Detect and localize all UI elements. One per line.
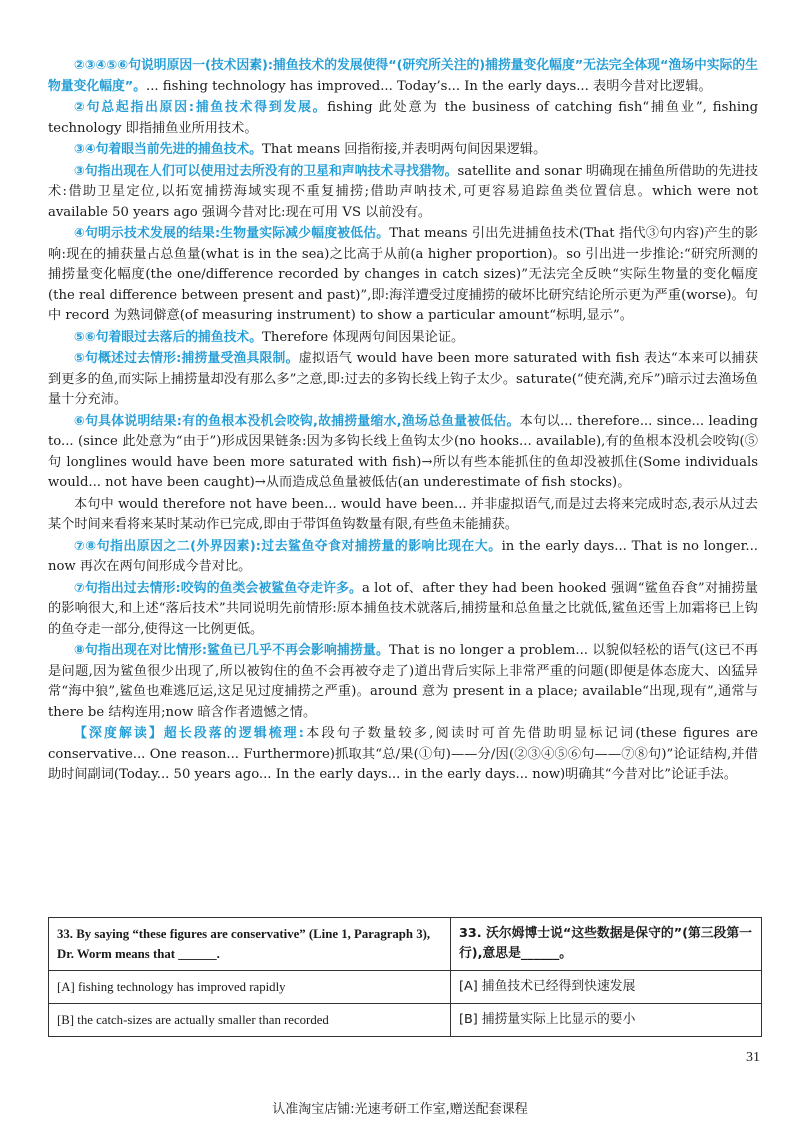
body-text: That means 回指衔接,并表明两句间因果逻辑。 — [262, 142, 547, 157]
highlight-text: ⑤句概述过去情形:捕捞量受渔具限制。 — [74, 351, 299, 366]
option-a-en: [A] fishing technology has improved rapidly — [49, 971, 451, 1004]
deep-analysis-label: 【深度解读】超长段落的逻辑梳理: — [74, 726, 304, 741]
paragraph — [48, 98, 758, 139]
paragraph — [48, 328, 758, 349]
highlight-text: ⑦⑧句指出原因之二(外界因素):过去鲨鱼夺食对捕捞量的影响比现在大。 — [74, 538, 502, 554]
page-number: 31 — [746, 1050, 760, 1065]
analysis-body — [48, 56, 758, 787]
body-text: fishing 此处意为 the business of catching fish“捕鱼业”, fishing technology 即指捕鱼业所用技术。 — [48, 100, 759, 136]
paragraph — [48, 537, 758, 578]
highlight-text: ⑤⑥句着眼过去落后的捕鱼技术。 — [74, 329, 263, 345]
highlight-text: ⑦句指出过去情形:咬钩的鱼类会被鲨鱼夺走许多。 — [74, 580, 362, 596]
paragraph — [48, 641, 758, 723]
body-text: Therefore 体现两句间因果论证。 — [262, 329, 465, 345]
paragraph — [48, 56, 758, 97]
highlight-text: ②③④⑤⑥句说明原因一(技术因素):捕鱼技术的发展使得“(研究所关注的)捕捞量变化幅度”无法完全体现“渔场中实际的生物量变化幅度”。 — [48, 58, 758, 94]
body-text: 虚拟语气 would have been more saturated with fish 表达“本来可以捕获到更多的鱼,而实际上捕捞量却没有那么多”之意,即:过去的多钩长线上钩子太少。saturate(“使充满,充斥”)暗示过去渔场鱼量十分充沛。 — [48, 351, 759, 407]
question-stem-en: 33. By saying “these figures are conservative” (Line 1, Paragraph 3), Dr. Worm means that ______. — [49, 918, 451, 971]
question-stem-row — [49, 918, 762, 971]
option-row — [49, 971, 762, 1004]
body-text: a lot of、after they had been hooked 强调“鲨鱼吞食”对捕捞量的影响很大,和上述“落后技术”共同说明先前情形:原本捕鱼技术就落后,捕捞量和总鱼量之比就低,鲨鱼还雪上加霜将已上钩的鱼夺走一部分,使得这一比例更低。 — [48, 580, 758, 637]
option-row — [49, 1004, 762, 1037]
body-text: That means 引出先进捕鱼技术(That 指代③句内容)产生的影响:现在的捕获量占总鱼量(what is in the sea)之比高于从前(a higher proportion)。so 引出进一步推论:“研究所测的捕捞量变化幅度(the one/difference recorded by changes in catch sizes)”无法完全反映“实际生物量的变化幅度(the real difference between present and past)”,即:海洋遭受过度捕捞的破坏比研究结论所示更为严重(worse)。句中 record 为熟词僻意(of measuring instrument) to show a particular amount“标明,显示”。 — [48, 226, 758, 323]
highlight-text: ③④句着眼当前先进的捕鱼技术。 — [74, 142, 263, 157]
paragraph — [48, 495, 758, 536]
body-text: 本句中 would therefore not have been... would have been... 并非虚拟语气,而是过去将来完成时态,表示从过去某个时间来看将来某时某动作已完成,即由于带饵鱼钩数量有限,有些鱼未能捕获。 — [48, 496, 758, 532]
body-text: ... fishing technology has improved... Today’s... In the early days... 表明今昔对比逻辑。 — [146, 78, 712, 94]
highlight-text: ⑧句指出现在对比情形:鲨鱼已几乎不再会影响捕捞量。 — [74, 643, 389, 658]
body-text: That is no longer a problem... 以貌似轻松的语气(这已不再是问题,因为鲨鱼很少出现了,所以被钩住的鱼不会再被夺走了)道出背后实际上非常严重的问题(即便是体态庞大、凶猛异常“海中狼”,鲨鱼也难逃厄运,这足见过度捕捞之严重)。around 意为 present in a place; available“出现,现有”,通常与 there be 结构连用;now 暗含作者遗憾之情。 — [48, 643, 758, 720]
highlight-text: ③句指出现在人们可以使用过去所没有的卫星和声呐技术寻找猎物。 — [74, 163, 458, 179]
question-table — [48, 917, 762, 1037]
question-stem-zh: 33. 沃尔姆博士说“这些数据是保守的”(第三段第一行),意思是______。 — [451, 918, 762, 971]
body-text: 本句以... therefore... since... leading to... (since 此处意为“由于”)形成因果链条:因为多钩长线上鱼钩太少(no hooks... available),有的鱼根本没机会咬钩(⑤句 longlines would have been more saturated with fish)→所以有些本能抓住的鱼却没被抓住(Some individuals would... not have been caught)→从而造成总鱼量被低估(an underestimate of fish stocks)。 — [48, 413, 758, 490]
highlight-text: ⑥句具体说明结果:有的鱼根本没机会咬钩,故捕捞量缩水,渔场总鱼量被低估。 — [74, 413, 520, 429]
option-a-zh: [A] 捕鱼技术已经得到快速发展 — [451, 971, 762, 1004]
highlight-text: ②句总起指出原因:捕鱼技术得到发展。 — [74, 100, 328, 115]
option-b-zh: [B] 捕捞量实际上比显示的要小 — [451, 1004, 762, 1037]
body-text: in the early days... That is no longer... now 再次在两句间形成今昔对比。 — [48, 538, 758, 574]
paragraph — [48, 412, 758, 494]
body-text: satellite and sonar 明确现在捕鱼所借助的先进技术:借助卫星定位,以拓宽捕捞海域实现不重复捕捞;借助声呐技术,可更容易追踪鱼类位置信息。which were not available 50 years ago 强调今昔对比:现在可用 VS 以前没有。 — [48, 163, 758, 220]
highlight-text: ④句明示技术发展的结果:生物量实际减少幅度被低估。 — [74, 226, 390, 241]
deep-analysis — [48, 724, 758, 786]
paragraph — [48, 579, 758, 641]
paragraph — [48, 140, 758, 161]
deep-analysis-text: 本段句子数量较多,阅读时可首先借助明显标记词(these figures are conservative... One reason... Furthermore)抓取其“总/果(①句)——分/因(②③④⑤⑥句——⑦⑧句)”论证结构,并借助时间副词(Today... 50 years ago... In the early days... in the early days... now)明确其“今昔对比”论证手法。 — [48, 726, 758, 782]
footer-note: 认准淘宝店铺:光速考研工作室,赠送配套课程 — [272, 1102, 528, 1117]
paragraph — [48, 162, 758, 224]
paragraph — [48, 349, 758, 411]
paragraph — [48, 224, 758, 327]
option-b-en: [B] the catch-sizes are actually smaller than recorded — [49, 1004, 451, 1037]
